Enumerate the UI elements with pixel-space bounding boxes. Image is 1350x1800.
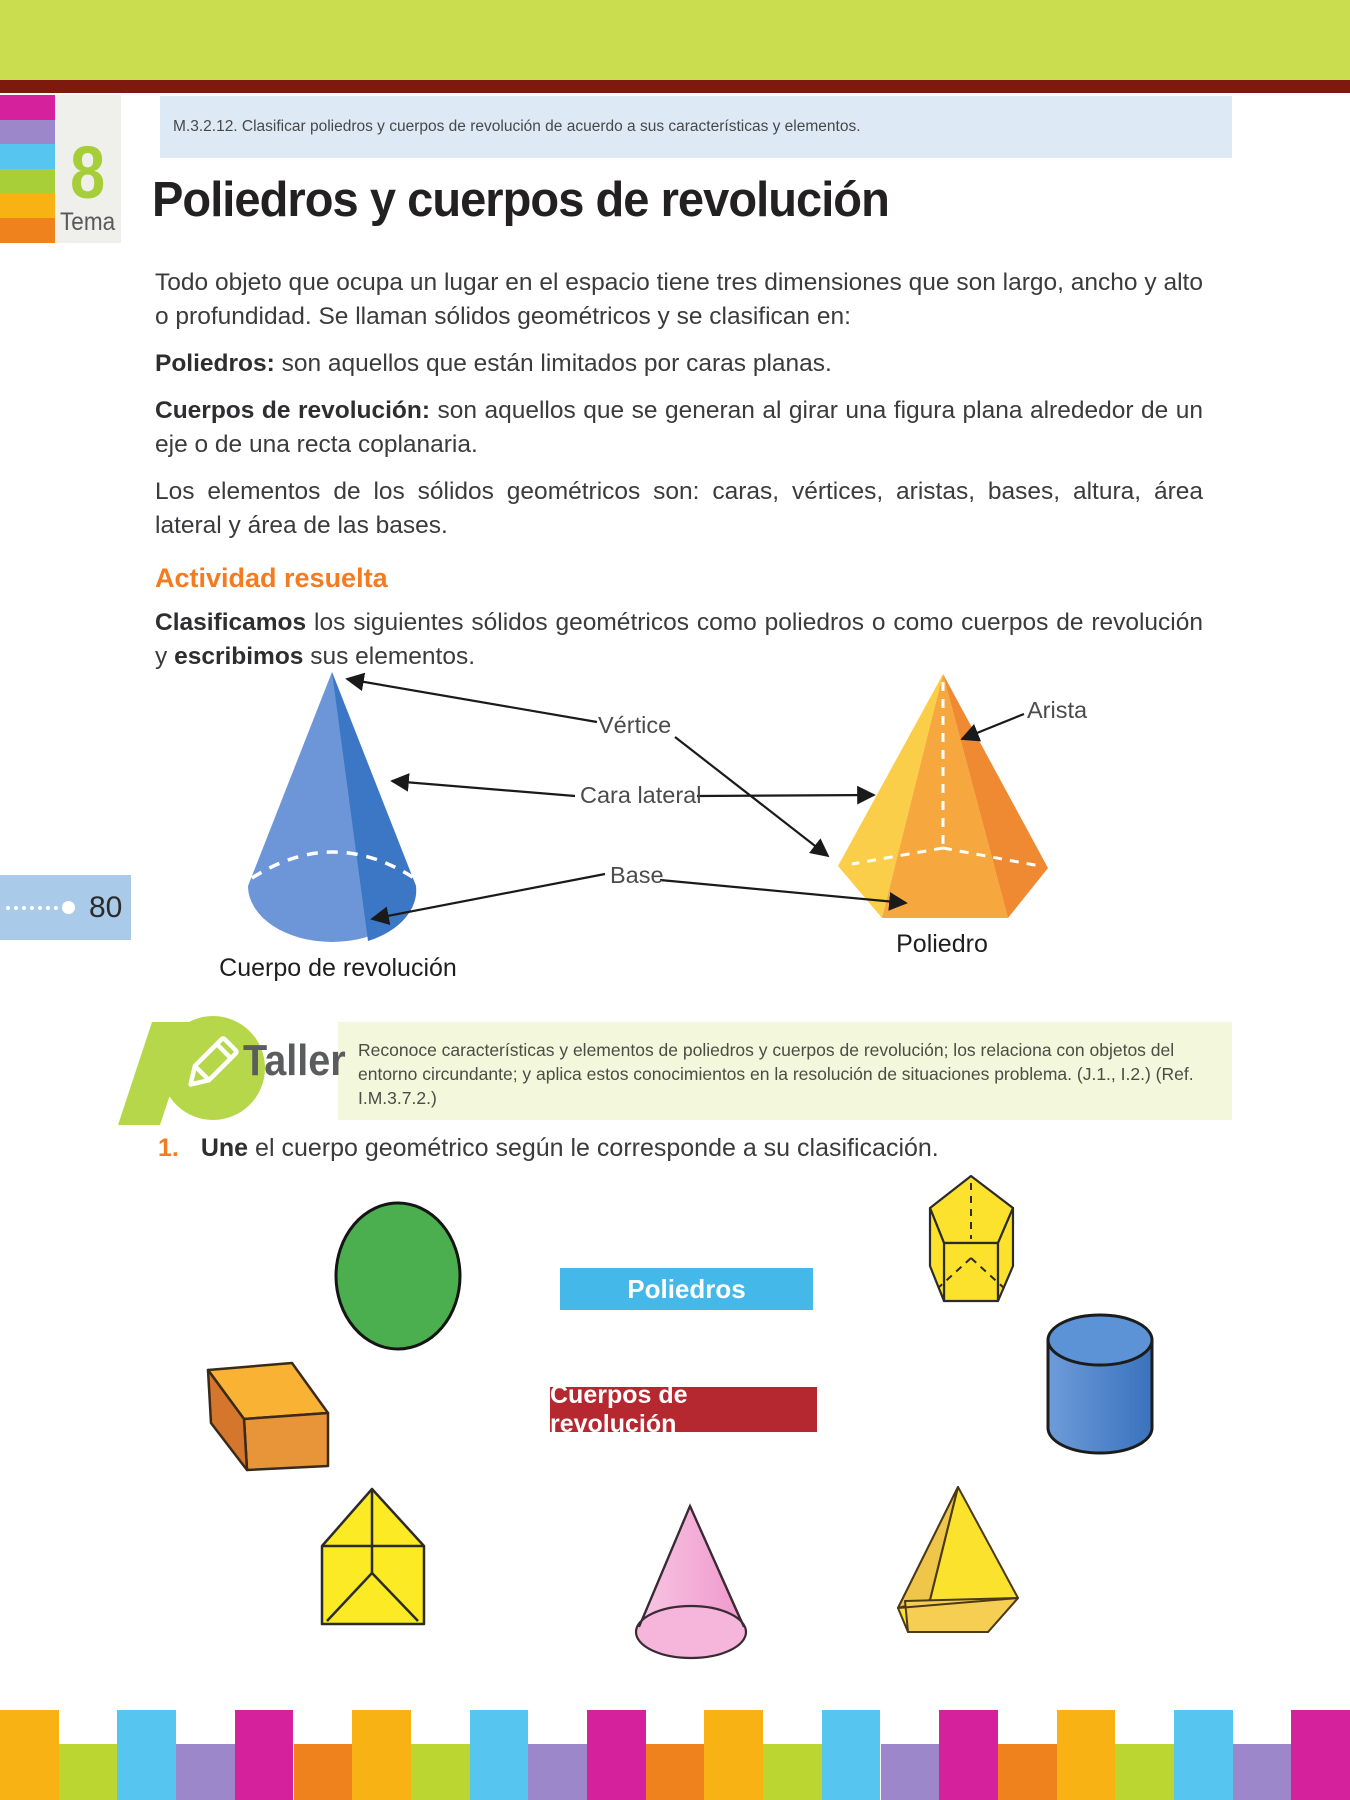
top-banner <box>0 0 1350 80</box>
activity-text: los siguientes sólidos geométricos como poliedros o como cuerpos de revolución y <box>155 609 1203 670</box>
definition-text: son aquellos que se generan al girar una figura plana alrededor de un eje o de una recta coplanaria. <box>155 397 1203 458</box>
solids-diagram <box>140 650 1240 1000</box>
page-number: 80 <box>89 890 123 924</box>
shape-cone[interactable] <box>636 1506 746 1658</box>
activity-text: sus elementos. <box>303 643 476 670</box>
footer-stripe-bar <box>411 1744 470 1800</box>
footer-stripe-bar <box>1174 1710 1233 1800</box>
footer-stripe-bar <box>0 1710 59 1800</box>
sidebar-color-square <box>0 169 55 194</box>
bold-escribimos: escribimos <box>174 643 304 670</box>
intro-paragraph <box>155 394 1203 462</box>
tema-number: 8 <box>70 131 106 214</box>
intro-paragraph: Todo objeto que ocupa un lugar en el espacio tiene tres dimensiones que son largo, ancho y alto o profundidad. Se llaman sólidos geométricos y se clasifican en: <box>155 269 1203 330</box>
shape-cuboid[interactable] <box>208 1363 328 1470</box>
shape-triangular-prism[interactable] <box>322 1489 424 1624</box>
footer-stripe-bar <box>763 1744 822 1800</box>
taller-description: Reconoce características y elementos de poliedros y cuerpos de revolución; los relaciona con objetos del entorno circundante; y aplica estos conocimientos en la resolución de situaciones problema. (J.1., I.2.) (Ref. I.M.3.7.2.) <box>358 1040 1194 1108</box>
footer-stripe-bar <box>528 1744 587 1800</box>
footer-stripe-bar <box>822 1710 881 1800</box>
exercise-number: 1. <box>158 1134 179 1162</box>
shape-pentagonal-pyramid[interactable] <box>898 1487 1018 1632</box>
tema-label: Tema <box>60 208 116 236</box>
caption-cuerpo-de-revolucion: Cuerpo de revolución <box>219 954 457 982</box>
intro-paragraph: Los elementos de los sólidos geométricos son: caras, vértices, aristas, bases, altura, área lateral y área de las bases. <box>155 478 1203 539</box>
footer-stripe-bar <box>117 1710 176 1800</box>
footer-stripe-bar <box>294 1744 353 1800</box>
category-label-poliedros: Poliedros <box>627 1273 746 1304</box>
definition-text: son aquellos que están limitados por caras planas. <box>274 350 832 377</box>
page-number-badge <box>0 875 131 940</box>
footer-stripe-bar <box>352 1710 411 1800</box>
footer-stripe-bar <box>881 1744 940 1800</box>
footer-stripe-bar <box>176 1744 235 1800</box>
footer-stripe-bar <box>1115 1744 1174 1800</box>
sidebar-color-square <box>0 120 55 145</box>
sidebar-color-square <box>0 144 55 169</box>
footer-stripe-bar <box>235 1710 294 1800</box>
footer-stripe-bar <box>646 1744 705 1800</box>
footer-stripe-bar <box>998 1744 1057 1800</box>
bold-clasificamos: Clasificamos <box>155 609 307 636</box>
activity-heading: Actividad resuelta <box>155 563 388 593</box>
footer-stripe-bar <box>1291 1710 1350 1800</box>
exercise-instruction: el cuerpo geométrico según le corresponde a su clasificación. <box>248 1134 939 1162</box>
label-vertice: Vértice <box>598 712 672 738</box>
footer-stripe-bar <box>1057 1710 1116 1800</box>
footer-stripe-bar <box>1233 1744 1292 1800</box>
intro-paragraph <box>155 347 1203 381</box>
standards-box <box>160 96 1232 158</box>
maroon-stripe <box>0 80 1350 93</box>
exercise-text <box>201 1134 939 1163</box>
term-cuerpos: Cuerpos de revolución: <box>155 397 430 424</box>
tema-box <box>55 95 121 243</box>
footer-stripe-bar <box>704 1710 763 1800</box>
sidebar-color-stack <box>0 95 55 243</box>
footer-stripe-bar <box>59 1744 118 1800</box>
page-title: Poliedros y cuerpos de revolución <box>152 173 889 227</box>
cone-figure <box>248 672 416 942</box>
leader-dot <box>62 901 75 914</box>
category-box-cuerpos[interactable] <box>550 1380 817 1438</box>
caption-poliedro: Poliedro <box>896 930 988 958</box>
exercise-1 <box>158 1134 939 1163</box>
label-base: Base <box>610 862 664 888</box>
shape-sphere[interactable] <box>336 1203 460 1349</box>
footer-stripe-bar <box>470 1710 529 1800</box>
dotted-leader <box>6 906 58 910</box>
taller-title: Taller <box>243 1036 346 1085</box>
footer-stripe-bar <box>587 1710 646 1800</box>
footer-stripe-bar <box>939 1710 998 1800</box>
intro-text <box>155 266 1203 687</box>
category-box-poliedros[interactable] <box>560 1268 813 1310</box>
label-arista: Arista <box>1027 697 1088 723</box>
shape-cylinder[interactable] <box>1048 1315 1152 1453</box>
sidebar-color-square <box>0 193 55 218</box>
bold-une: Une <box>200 1134 249 1162</box>
footer-stripes <box>0 1710 1350 1800</box>
sidebar-color-square <box>0 218 55 243</box>
standards-text: M.3.2.12. Clasificar poliedros y cuerpos de revolución de acuerdo a sus características y elementos. <box>173 118 861 135</box>
label-cara-lateral: Cara lateral <box>580 782 702 808</box>
sidebar-color-square <box>0 95 55 120</box>
term-poliedros: Poliedros: <box>155 350 275 377</box>
category-label-cuerpos: Cuerpos de revolución <box>550 1380 688 1438</box>
